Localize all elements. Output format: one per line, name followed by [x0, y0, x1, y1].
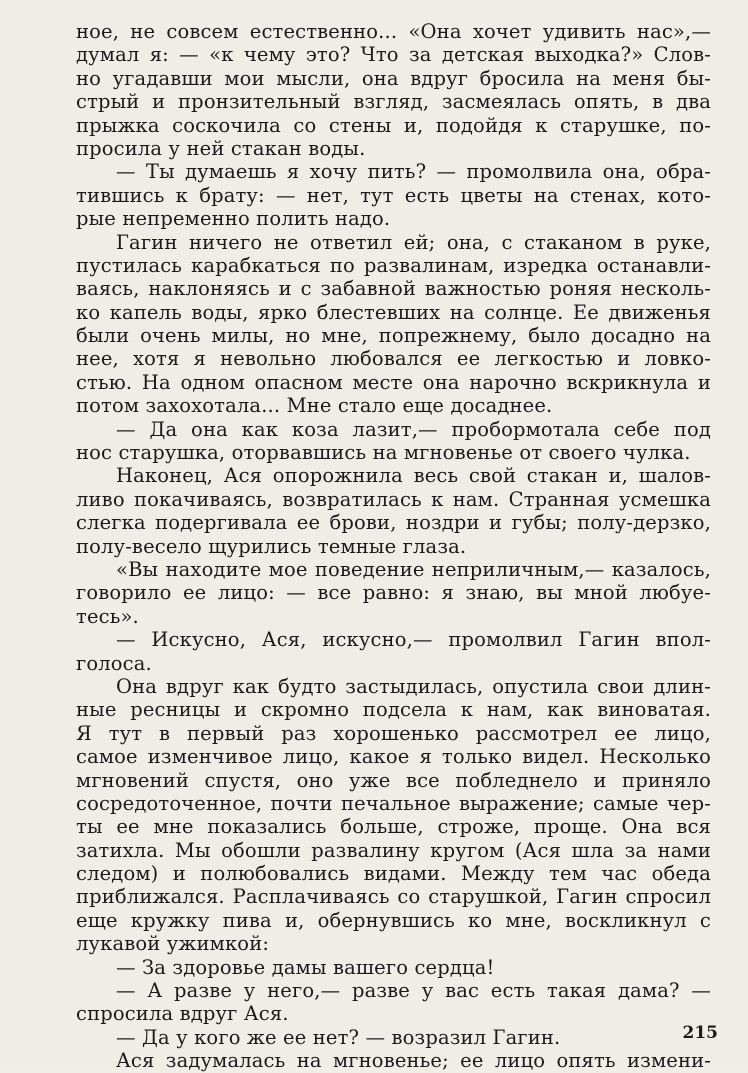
text-line: — Да она как коза лазит,— пробормотала себе под: [116, 417, 711, 441]
text-line: стью. На одном опасном месте она нарочно вскрикнула и: [76, 370, 711, 394]
text-line: Ася задумалась на мгновенье; ее лицо опять измени-: [116, 1049, 711, 1073]
text-line: нее, хотя я невольно любовался ее легкостью и ловко-: [76, 347, 711, 371]
text-line: но угадавши мои мысли, она вдруг бросила на меня бы-: [76, 66, 711, 90]
text-line: ты ее мне показались больше, строже, проще. Она вся: [76, 815, 711, 839]
text-line: Наконец, Ася опорожнила весь свой стакан и, шалов-: [116, 464, 711, 488]
text-line: следом) и полюбовались видами. Между тем час обеда: [76, 862, 711, 886]
text-line: тесь».: [76, 604, 139, 628]
text-line: ные ресницы и скромно подсела к нам, как виноватая.: [76, 698, 711, 722]
text-line: — За здоровье дамы вашего сердца!: [116, 955, 495, 979]
text-line: голоса.: [76, 651, 152, 675]
text-line: Гагин ничего не ответил ей; она, с стаканом в руке,: [116, 230, 711, 254]
text-line: просила у ней стакан воды.: [76, 136, 366, 160]
text-line: еще кружку пива и, обернувшись ко мне, воскликнул с: [76, 908, 711, 932]
text-line: говорило ее лицо: — все равно: я знаю, вы мной любуе-: [76, 581, 711, 605]
text-line: приближался. Расплачиваясь со старушкой, Гагин спросил: [76, 885, 711, 909]
text-line: самое изменчивое лицо, какое я только видел. Несколько: [76, 745, 711, 769]
text-line: ное, не совсем естественно... «Она хочет удивить нас»,—: [76, 20, 711, 43]
text-line: были очень милы, но мне, попрежнему, было досадно на: [76, 324, 711, 348]
text-line: мгновений спустя, оно уже все побледнело и приняло: [76, 768, 711, 792]
text-line: думал я: — «к чему это? Что за детская выходка?» Слов-: [76, 43, 711, 67]
text-line: Я тут в первый раз хорошенько рассмотрел ее лицо,: [76, 721, 711, 745]
text-line: ливо покачиваясь, возвратилась к нам. Странная усмешка: [76, 487, 711, 511]
text-line: рые непременно полить надо.: [76, 207, 391, 231]
text-line: — Искусно, Ася, искусно,— промолвил Гагин впол-: [116, 628, 711, 652]
text-line: тившись к брату: — нет, тут есть цветы на стенах, кото-: [76, 183, 711, 207]
text-line: Она вдруг как будто застыдилась, опустила свои длин-: [116, 674, 711, 698]
text-line: — А разве у него,— разве у вас есть такая дама? —: [116, 979, 711, 1003]
text-line: «Вы находите мое поведение неприличным,— казалось,: [116, 557, 711, 581]
page-body-text: [76, 20, 711, 1073]
text-line: пустилась карабкаться по развалинам, изредка останавли-: [76, 253, 711, 277]
text-line: ко капель воды, ярко блестевших на солнце. Ее движенья: [76, 300, 711, 324]
text-line: спросила вдруг Ася.: [76, 1002, 289, 1026]
text-line: прыжка соскочила со стены и, подойдя к старушке, по-: [76, 113, 711, 137]
text-line: — Да у кого же ее нет? — возразил Гагин.: [116, 1025, 561, 1049]
text-line: сосредоточенное, почти печальное выражение; самые чер-: [76, 791, 711, 815]
text-line: слегка подергивала ее брови, ноздри и губы; полу-дерзко,: [76, 511, 711, 535]
text-line: затихла. Мы обошли развалину кругом (Ася шла за нами: [76, 838, 711, 862]
text-line: стрый и пронзительный взгляд, засмеялась опять, в два: [76, 90, 711, 114]
text-line: — Ты думаешь я хочу пить? — промолвила она, обра-: [116, 160, 711, 184]
text-line: ваясь, наклоняясь и с забавной важностью роняя несколь-: [76, 277, 711, 301]
text-line: потом захохотала... Мне стало еще досаднее.: [76, 394, 553, 418]
text-line: полу-весело щурились темные глаза.: [76, 534, 467, 558]
page-number: 215: [682, 1023, 718, 1043]
text-line: лукавой ужимкой:: [76, 932, 270, 956]
text-line: нос старушка, оторвавшись на мгновенье от своего чулка.: [76, 441, 691, 465]
